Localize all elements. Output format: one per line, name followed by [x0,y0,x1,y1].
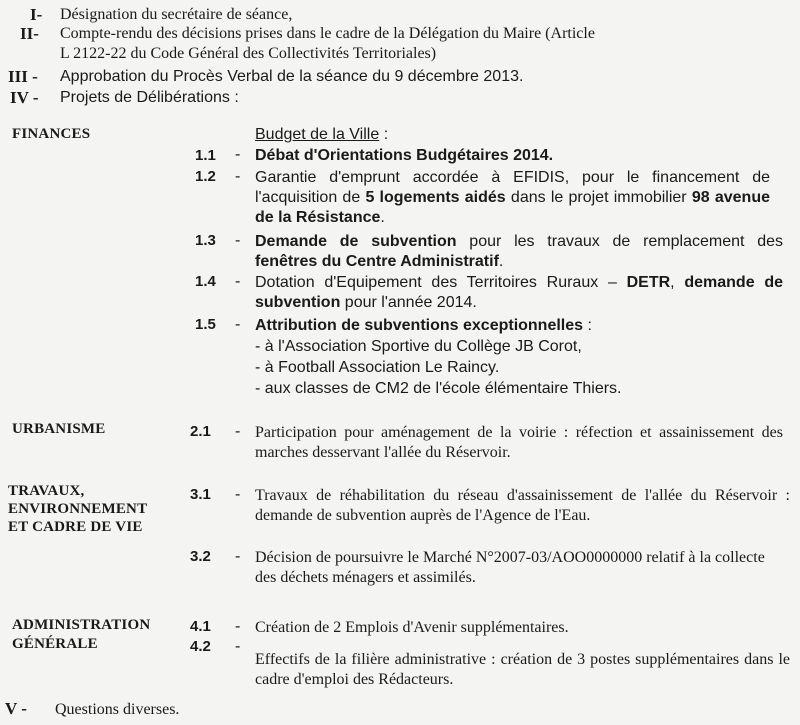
item-dash: - [235,232,241,249]
item-dash: - [235,423,241,440]
item-iii-text: Approbation du Procès Verbal de la séance du 9 décembre 2013. [60,68,524,85]
item-dash: - [235,486,241,503]
item-number: 2.1 [190,423,211,440]
item-i-text: Désignation du secrétaire de séance, [60,6,293,23]
item-dash: - [235,273,241,290]
item-number: 1.1 [195,147,216,164]
item-iv-text: Projets de Délibérations : [60,89,239,106]
item-ii-text-line1: Compte-rendu des décisions prises dans le cadre de la Délégation du Maire (Article [60,25,595,42]
item-ii-text-line2: L 2122-22 du Code Général des Collectivités Territoriales) [60,45,437,62]
section-travaux: ET CADRE DE VIE [8,519,143,535]
item-number: 1.4 [195,273,216,290]
budget-heading-label: Budget de la Ville [255,126,380,143]
numeral-iv: IV - [10,88,39,107]
numeral-ii: II- [20,24,39,43]
item-3-1-text: Travaux de réhabilitation du réseau d'assainissement de l'allée du Réservoir : demande de subvention auprès de l'Agence de l'Eau. [255,487,790,524]
item-number: 3.2 [190,548,211,565]
item-number: 1.2 [195,168,216,185]
item-1-4-text: Dotation d'Equipement des Territoires Ruraux – DETR, demande de subvention pour l'année 2014. [255,274,784,311]
numeral-iii: III - [8,67,38,86]
section-travaux: ENVIRONNEMENT [8,501,148,517]
item-v-text: Questions diverses. [55,701,180,718]
item-dash: - [235,146,241,163]
budget-heading-colon: : [379,126,389,143]
item-number: 4.2 [190,638,211,655]
item-dash: - [235,316,241,333]
numeral-i: I- [30,5,43,24]
item-dash: - [235,638,241,655]
section-administration: ADMINISTRATION [12,617,151,633]
section-finances: FINANCES [12,126,91,142]
section-administration: GÉNÉRALE [12,636,98,652]
item-1-3-text: Demande de subvention pour les travaux de remplacement des fenêtres du Centre Administratif. [255,233,783,270]
item-dash: - [235,168,241,185]
budget-heading [255,125,388,145]
section-travaux: TRAVAUX, [8,483,85,499]
subsidy-recipient: - à l'Association Sportive du Collège JB Corot, [255,338,582,355]
item-number: 1.5 [195,316,216,333]
item-dash: - [235,618,241,635]
subsidy-recipient: - à Football Association Le Raincy. [255,359,500,376]
item-number: 4.1 [190,618,211,635]
numeral-v: V - [5,699,27,718]
item-2-1-text: Participation pour aménagement de la voirie : réfection et assainissement des marches desservant l'allée du Réservoir. [255,424,783,461]
item-dash: - [235,548,241,565]
subsidy-recipient: - aux classes de CM2 de l'école élémentaire Thiers. [255,380,622,397]
item-4-1-text: Création de 2 Emplois d'Avenir supplémentaires. [255,619,569,636]
item-number: 1.3 [195,232,216,249]
item-3-2-text: Décision de poursuivre le Marché N°2007-03/AOO0000000 relatif à la collecte des déchets ménagers et assimilés. [255,549,765,586]
item-1-2-text: Garantie d'emprunt accordée à EFIDIS, pour le financement de l'acquisition de 5 logements aidés dans le projet immobilier 98 avenue de la Résistance. [255,169,770,226]
item-1-5-text: Attribution de subventions exceptionnelles : [255,317,592,334]
item-1-1-text: Débat d'Orientations Budgétaires 2014. [255,147,554,164]
section-urbanisme: URBANISME [12,421,106,437]
item-4-2-text: Effectifs de la filière administrative : création de 3 postes supplémentaires dans le cadre d'emploi des Rédacteurs. [255,651,790,688]
item-number: 3.1 [190,486,211,503]
